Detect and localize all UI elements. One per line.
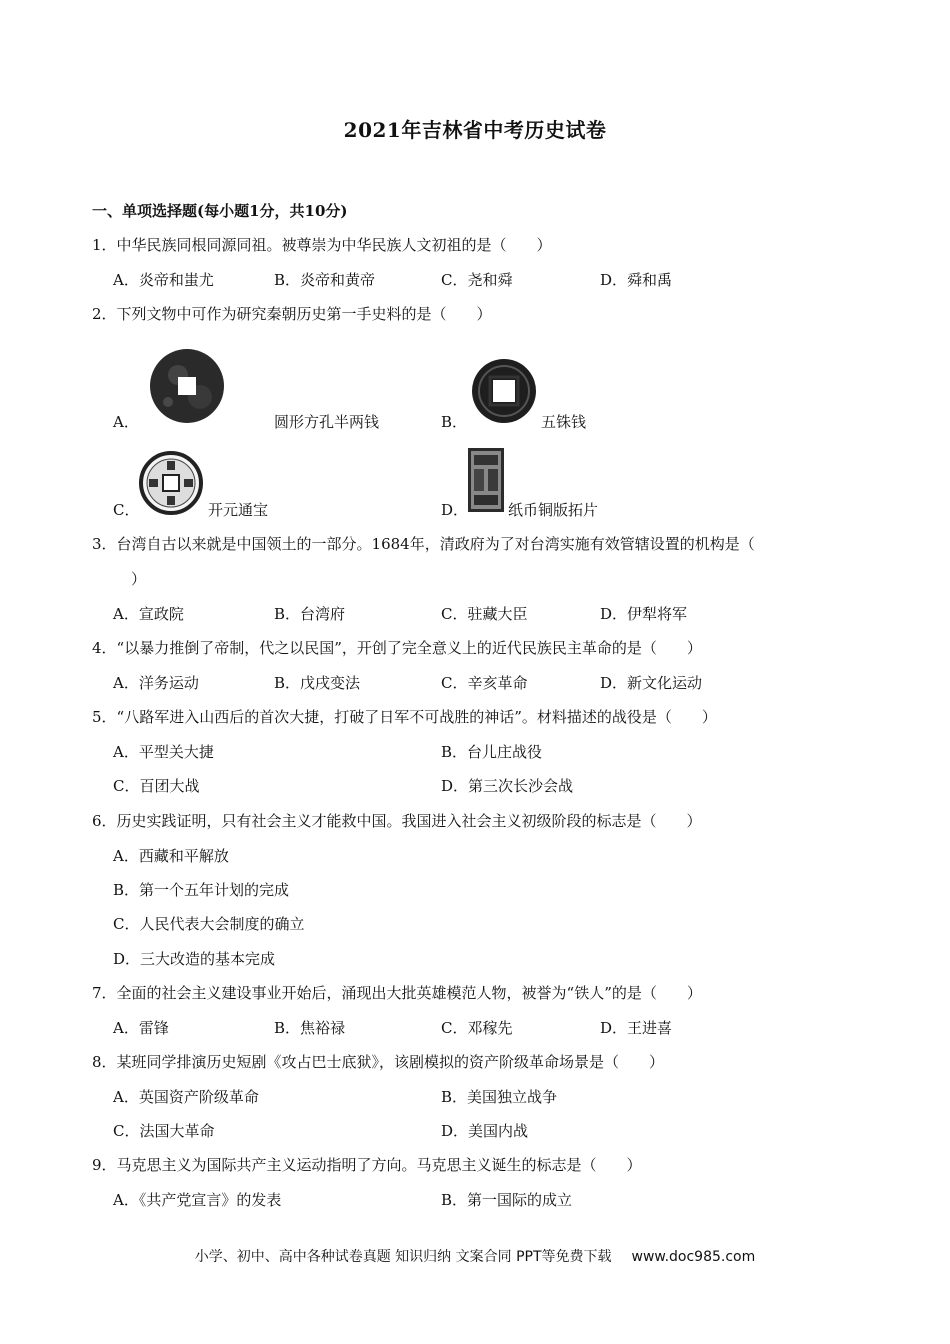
q8-option-c: C．法国大革命 xyxy=(113,1122,215,1140)
question-2-stem: 2．下列文物中可作为研究秦朝历史第一手史料的是（ ） xyxy=(92,305,492,323)
q3-option-a: A．宣政院 xyxy=(113,605,184,623)
question-7-stem: 7．全面的社会主义建设事业开始后，涌现出大批英雄模范人物，被誉为“铁人”的是（ ） xyxy=(92,984,702,1002)
q6-option-a: A．西藏和平解放 xyxy=(113,847,229,865)
footer-site-link[interactable]: www.doc985.com xyxy=(631,1249,756,1265)
question-9-stem: 9．马克思主义为国际共产主义运动指明了方向。马克思主义诞生的标志是（ ） xyxy=(92,1156,642,1174)
question-6-stem: 6．历史实践证明，只有社会主义才能救中国。我国进入社会主义初级阶段的标志是（ ） xyxy=(92,812,702,830)
question-4-stem: 4．“以暴力推倒了帝制，代之以民国”，开创了完全意义上的近代民族民主革命的是（ ） xyxy=(92,639,702,657)
q6-option-b: B．第一个五年计划的完成 xyxy=(113,881,290,899)
q8-option-b: B．美国独立战争 xyxy=(441,1088,558,1106)
banknote-rubbing-image xyxy=(467,447,505,513)
q7-option-c: C．邓稼先 xyxy=(441,1019,513,1037)
q1-option-c: C．尧和舜 xyxy=(441,271,513,289)
q7-option-d: D．王进喜 xyxy=(600,1019,673,1037)
q7-option-a: A．雷锋 xyxy=(113,1019,169,1037)
q2-caption-c: 开元通宝 xyxy=(208,501,269,519)
q6-option-d: D．三大改造的基本完成 xyxy=(113,950,276,968)
question-8-stem: 8．某班同学排演历史短剧《攻占巴士底狱》，该剧模拟的资产阶级革命场景是（ ） xyxy=(92,1053,665,1071)
question-3-stem-cont: ） xyxy=(131,570,147,588)
q2-caption-d: 纸币铜版拓片 xyxy=(508,501,599,519)
q5-option-c: C．百团大战 xyxy=(113,777,200,795)
q6-option-c: C．人民代表大会制度的确立 xyxy=(113,915,305,933)
q2-caption-a: 圆形方孔半两钱 xyxy=(274,413,380,431)
q2-option-b: B． xyxy=(441,413,468,431)
section-heading: 一、单项选择题(每小题1分，共10分) xyxy=(92,202,348,220)
q2-option-a: A． xyxy=(113,413,139,431)
q2-option-c: C． xyxy=(113,501,140,519)
kaiyuan-coin-image xyxy=(139,451,203,515)
question-5-stem: 5．“八路军进入山西后的首次大捷，打破了日军不可战胜的神话”。材料描述的战役是（ ） xyxy=(92,708,717,726)
page-title: 2021年吉林省中考历史试卷 xyxy=(343,118,607,142)
q3-option-c: C．驻藏大臣 xyxy=(441,605,528,623)
q2-option-d: D． xyxy=(441,501,469,519)
q4-option-a: A．洋务运动 xyxy=(113,674,199,692)
q7-option-b: B．焦裕禄 xyxy=(274,1019,346,1037)
q5-option-a: A．平型关大捷 xyxy=(113,743,214,761)
q4-option-c: C．辛亥革命 xyxy=(441,674,528,692)
q9-option-b: B．第一国际的成立 xyxy=(441,1191,573,1209)
q1-option-d: D．舜和禹 xyxy=(600,271,673,289)
q5-option-b: B．台儿庄战役 xyxy=(441,743,543,761)
q1-option-a: A．炎帝和蚩尤 xyxy=(113,271,214,289)
q8-option-d: D．美国内战 xyxy=(441,1122,529,1140)
q8-option-a: A．英国资产阶级革命 xyxy=(113,1088,259,1106)
page-footer xyxy=(0,1246,950,1266)
question-3-stem: 3．台湾自古以来就是中国领土的一部分。1684年，清政府为了对台湾实施有效管辖设置的机构是（ xyxy=(92,535,755,553)
q9-option-a: A．《共产党宣言》的发表 xyxy=(113,1191,282,1209)
q4-option-b: B．戊戌变法 xyxy=(274,674,361,692)
footer-text: 小学、初中、高中各种试卷真题 知识归纳 文案合同 PPT等免费下载 xyxy=(194,1249,612,1265)
question-1-stem: 1．中华民族同根同源同祖。被尊崇为中华民族人文初祖的是（ ） xyxy=(92,236,552,254)
q3-option-b: B．台湾府 xyxy=(274,605,346,623)
q3-option-d: D．伊犁将军 xyxy=(600,605,688,623)
q4-option-d: D．新文化运动 xyxy=(600,674,703,692)
q1-option-b: B．炎帝和黄帝 xyxy=(274,271,376,289)
banliang-coin-image xyxy=(148,347,226,425)
q2-caption-b: 五铢钱 xyxy=(541,413,587,431)
wuzhu-coin-image xyxy=(470,357,538,425)
q5-option-d: D．第三次长沙会战 xyxy=(441,777,574,795)
